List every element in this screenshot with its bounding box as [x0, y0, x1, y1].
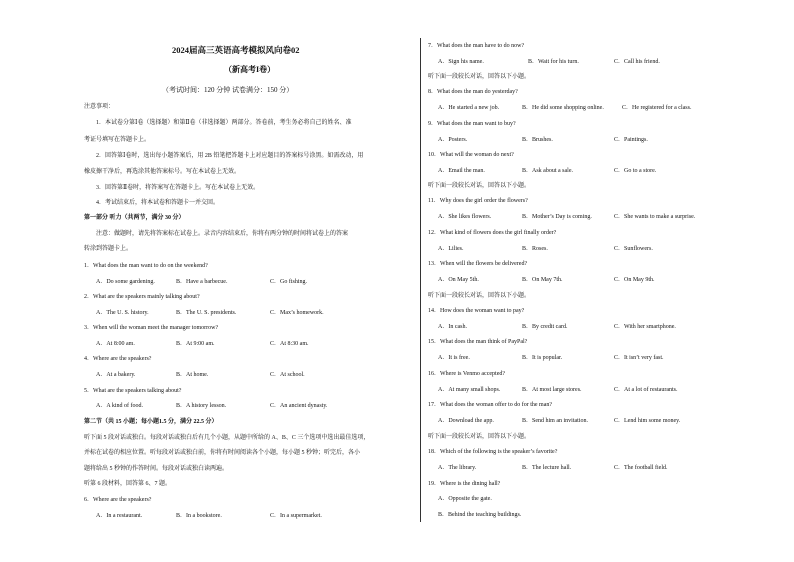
- option-c: C．At 8:30 am.: [270, 341, 309, 347]
- option-c: C．Paintings.: [614, 137, 648, 143]
- notes-line: 2．回答第Ⅰ卷时，选出每小题答案后，用 2B 铅笔把答题卡上对应题目的答案标号涂黑。如需改动，用: [96, 153, 364, 159]
- option-c: C．Sunflowers.: [614, 246, 653, 252]
- exam-info: （考试时间：120 分钟 试卷满分：150 分）: [162, 86, 294, 94]
- question: 7．What does the man have to do now?: [428, 43, 525, 49]
- passage-label: 听下面一段较长对话，回答以下小题。: [428, 74, 531, 80]
- option-c: C．Go fishing.: [270, 279, 308, 285]
- option-a: A．In a restaurant.: [96, 513, 143, 519]
- column-divider: [420, 38, 421, 522]
- option-c: C．With her smartphone.: [614, 324, 676, 330]
- part1-heading: 第一部分 听力（共两节，满分 30 分）: [84, 215, 185, 221]
- option-b: B．At most large stores.: [522, 387, 582, 393]
- question: 19．Where is the dining hall?: [428, 481, 501, 487]
- option-c: C．She wants to make a surprise.: [614, 214, 696, 220]
- option-b: B．On May 7th.: [522, 277, 563, 283]
- part1-intro: 注意：做题时，请先将答案标在试卷上。录音内容结束后，你将有两分钟的时间将试卷上的答案: [96, 231, 349, 237]
- question: 3．When will the woman meet the manager tomorrow?: [84, 325, 219, 331]
- option-a: A．Do some gardening.: [96, 279, 155, 285]
- question: 14．How does the woman want to pay?: [428, 308, 525, 314]
- notes-heading: 注意事项：: [84, 104, 115, 110]
- option-b: B．Have a barbecue.: [176, 279, 228, 285]
- option-a: A．Opposite the gate.: [438, 496, 492, 502]
- page-subtitle: （新高考I卷）: [224, 65, 276, 74]
- question: 13．When will the flowers be delivered?: [428, 261, 528, 267]
- notes-line: 橡皮擦干净后，再选涂其他答案标号。写在本试卷上无效。: [84, 169, 241, 175]
- option-c: C．Max’s homework.: [270, 310, 324, 316]
- option-c: C．It isn’t very fast.: [614, 355, 664, 361]
- question: 4．Where are the speakers?: [84, 356, 152, 362]
- option-a: A．At many small shops.: [438, 387, 501, 393]
- section2-heading: 第二节（共 15 小题；每小题1.5 分，满分 22.5 分）: [84, 419, 218, 425]
- question: 15．What does the man think of PayPal?: [428, 339, 528, 345]
- option-c: C．An ancient dynasty.: [270, 403, 328, 409]
- question: 17．What does the woman offer to do for the man?: [428, 402, 553, 408]
- option-b: B．By credit card.: [522, 324, 568, 330]
- option-b: B．Brushes.: [522, 137, 553, 143]
- option-a: A．On May 5th.: [438, 277, 479, 283]
- passage-label: 听第 6 段材料，回答第 6、7 题。: [84, 481, 172, 487]
- option-a: A．Email the man.: [438, 168, 485, 174]
- option-a: A．The library.: [438, 465, 477, 471]
- passage-label: 听下面一段较长对话，回答以下小题。: [428, 434, 531, 440]
- option-a: A．Posters.: [438, 137, 468, 143]
- option-b: B．It is popular.: [522, 355, 563, 361]
- passage-label: 听下面一段较长对话，回答以下小题。: [428, 293, 531, 299]
- question: 16．Where is Venmo accepted?: [428, 371, 506, 377]
- question: 8．What does the man do yesterday?: [428, 89, 518, 95]
- option-b: B．The lecture hall.: [522, 465, 572, 471]
- option-c: C．In a supermarket.: [270, 513, 322, 519]
- section2-intro: 题将给出 5 秒钟的作答时间。每段对话或独白读两遍。: [84, 466, 229, 472]
- option-b: B．Roses.: [522, 246, 548, 252]
- option-a: A．In cash.: [438, 324, 467, 330]
- option-c: C．At a lot of restaurants.: [614, 387, 678, 393]
- option-a: A．It is free.: [438, 355, 470, 361]
- option-c: C．He registered for a class.: [622, 105, 692, 111]
- option-c: C．The football field.: [614, 465, 668, 471]
- part1-intro: 转涂到答题卡上。: [84, 246, 133, 252]
- page-title: 2024届高三英语高考模拟风向卷02: [172, 45, 300, 55]
- option-b: B．A history lesson.: [176, 403, 227, 409]
- option-a: A．Sign his name.: [438, 59, 484, 65]
- notes-line: 考证号填写在答题卡上。: [84, 137, 151, 143]
- question: 6．Where are the speakers?: [84, 497, 152, 503]
- question: 1．What does the man want to do on the weekend?: [84, 263, 208, 269]
- passage-label: 听下面一段较长对话，回答以下小题。: [428, 183, 531, 189]
- option-c: C．Lend him some money.: [614, 418, 681, 424]
- option-a: A．He started a new job.: [438, 105, 500, 111]
- notes-line: 3．回答第Ⅱ卷时，将答案写在答题卡上。写在本试卷上无效。: [96, 185, 260, 191]
- section2-intro: 听下面 5 段对话或独白。每段对话或独白后有几个小题，从题中所给的 A、B、C 三个选项中选出最佳选项，: [84, 435, 370, 441]
- option-b: B．Wait for his turn.: [528, 59, 579, 65]
- question: 2．What are the speakers mainly talking about?: [84, 294, 200, 300]
- question: 10．What will the woman do next?: [428, 152, 514, 158]
- option-c: C．Call his friend.: [614, 59, 660, 65]
- option-a: A．Lilies.: [438, 246, 464, 252]
- option-c: C．At school.: [270, 372, 305, 378]
- question: 18．Which of the following is the speaker’s favorite?: [428, 449, 558, 455]
- question: 12．What kind of flowers does the girl finally order?: [428, 230, 557, 236]
- option-b: B．Behind the teaching buildings.: [438, 512, 522, 518]
- option-a: A．The U. S. history.: [96, 310, 149, 316]
- option-b: B．Ask about a sale.: [522, 168, 573, 174]
- notes-line: 1．本试卷分第Ⅰ卷（选择题）和第Ⅱ卷（非选择题）两部分。答卷前，考生务必将自己的姓名、准: [96, 120, 352, 126]
- option-a: A．A kind of food.: [96, 403, 143, 409]
- option-b: B．Mother’s Day is coming.: [522, 214, 592, 220]
- option-b: B．At 9:00 am.: [176, 341, 215, 347]
- question: 5．What are the speakers talking about?: [84, 388, 182, 394]
- question: 11．Why does the girl order the flowers?: [428, 198, 528, 204]
- option-b: B．He did some shopping online.: [522, 105, 604, 111]
- option-c: C．On May 9th.: [614, 277, 655, 283]
- option-a: A．At 8:00 am.: [96, 341, 135, 347]
- option-c: C．Go to a store.: [614, 168, 657, 174]
- option-b: B．Send him an invitation.: [522, 418, 588, 424]
- option-b: B．The U. S. presidents.: [176, 310, 237, 316]
- option-b: B．At home.: [176, 372, 209, 378]
- option-a: A．At a bakery.: [96, 372, 136, 378]
- question: 9．What does the man want to buy?: [428, 121, 516, 127]
- notes-line: 4．考试结束后，将本试卷和答题卡一并交回。: [96, 200, 220, 206]
- option-a: A．Download the app.: [438, 418, 494, 424]
- option-b: B．In a bookstore.: [176, 513, 222, 519]
- section2-intro: 并标在试卷的相应位置。听每段对话或独白前，你将有时间阅读各个小题，每小题 5 秒钟；听完后，各小: [84, 450, 361, 456]
- option-a: A．She likes flowers.: [438, 214, 492, 220]
